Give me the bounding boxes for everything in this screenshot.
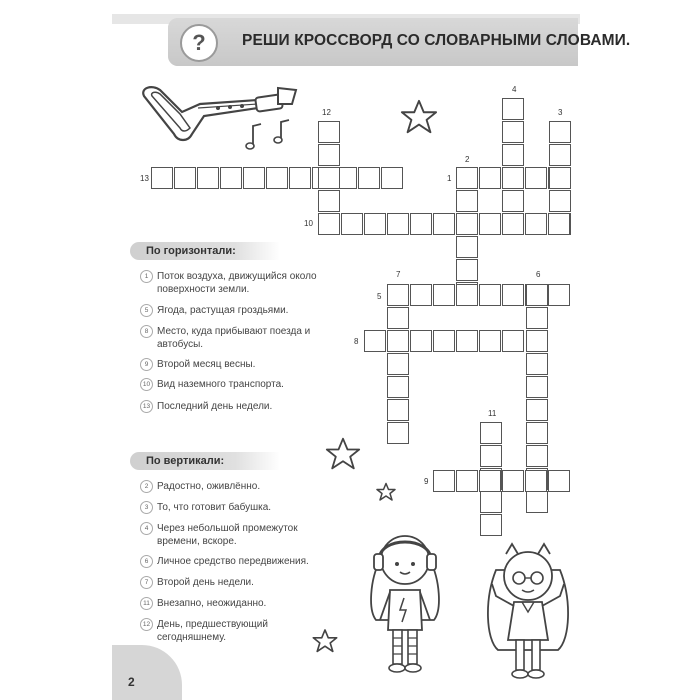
crossword-cell[interactable] — [318, 213, 340, 235]
clue-number: 6 — [536, 270, 541, 279]
music-notes-icon — [245, 118, 295, 154]
crossword-cell[interactable] — [456, 330, 478, 352]
clue-number: 10 — [304, 219, 313, 228]
crossword-cell[interactable] — [479, 470, 501, 492]
crossword-cell[interactable] — [479, 284, 501, 306]
clue-number: 13 — [140, 174, 149, 183]
crossword-cell[interactable] — [502, 190, 524, 212]
crossword-cell[interactable] — [526, 353, 548, 375]
crossword-cell[interactable] — [548, 284, 570, 306]
crossword-cell[interactable] — [243, 167, 265, 189]
crossword-cell[interactable] — [151, 167, 173, 189]
crossword-cell[interactable] — [174, 167, 196, 189]
crossword-cell[interactable] — [387, 307, 409, 329]
crossword-cell[interactable] — [526, 330, 548, 352]
crossword-cell[interactable] — [502, 121, 524, 143]
crossword-cell[interactable] — [318, 167, 340, 189]
crossword-cell[interactable] — [318, 144, 340, 166]
crossword-cell[interactable] — [526, 445, 548, 467]
crossword-cell[interactable] — [410, 330, 432, 352]
star-icon — [376, 482, 396, 502]
crossword-cell[interactable] — [456, 470, 478, 492]
page-number: 2 — [128, 675, 135, 689]
crossword-cell[interactable] — [387, 213, 409, 235]
crossword-cell[interactable] — [197, 167, 219, 189]
clue-number: 3 — [558, 108, 563, 117]
star-icon — [325, 436, 361, 472]
crossword-cell[interactable] — [479, 213, 501, 235]
page-title: РЕШИ КРОССВОРД СО СЛОВАРНЫМИ СЛОВАМИ. — [242, 32, 631, 49]
star-icon — [400, 98, 438, 136]
crossword-cell[interactable] — [480, 514, 502, 536]
crossword-cell[interactable] — [318, 190, 340, 212]
crossword-cell[interactable] — [364, 213, 386, 235]
crossword-cell[interactable] — [525, 167, 547, 189]
crossword-cell[interactable] — [381, 167, 403, 189]
crossword-cell[interactable] — [341, 213, 363, 235]
crossword-cell[interactable] — [387, 399, 409, 421]
girl-with-glasses — [478, 540, 578, 685]
crossword-cell[interactable] — [387, 353, 409, 375]
crossword-cell[interactable] — [502, 213, 524, 235]
crossword-cell[interactable] — [433, 284, 455, 306]
crossword-cell[interactable] — [266, 167, 288, 189]
clue-number: 9 — [424, 477, 429, 486]
down-heading: По вертикали: — [130, 452, 280, 470]
crossword-cell[interactable] — [548, 213, 570, 235]
crossword-cell[interactable] — [456, 190, 478, 212]
crossword-cell[interactable] — [526, 399, 548, 421]
clue-number: 2 — [465, 155, 470, 164]
crossword-cell[interactable] — [387, 376, 409, 398]
crossword-cell[interactable] — [549, 144, 571, 166]
crossword-cell[interactable] — [502, 284, 524, 306]
clue-number: 7 — [396, 270, 401, 279]
crossword-cell[interactable] — [410, 213, 432, 235]
crossword-cell[interactable] — [480, 445, 502, 467]
crossword-cell[interactable] — [549, 121, 571, 143]
clue-number: 8 — [354, 337, 359, 346]
crossword-cell[interactable] — [548, 470, 570, 492]
crossword-cell[interactable] — [364, 330, 386, 352]
crossword-cell[interactable] — [480, 422, 502, 444]
crossword-cell[interactable] — [502, 98, 524, 120]
crossword-cell[interactable] — [456, 213, 478, 235]
crossword-cell[interactable] — [358, 167, 380, 189]
clue-number: 12 — [322, 108, 331, 117]
clue-item: 1 Поток воздуха, движущийся около поверхности земли. — [140, 270, 330, 298]
crossword-cell[interactable] — [456, 236, 478, 258]
crossword-cell[interactable] — [387, 330, 409, 352]
crossword-cell[interactable] — [433, 470, 455, 492]
crossword-cell[interactable] — [526, 376, 548, 398]
crossword-cell[interactable] — [318, 121, 340, 143]
crossword-cell[interactable] — [220, 167, 242, 189]
crossword-cell[interactable] — [433, 330, 455, 352]
crossword-cell[interactable] — [526, 284, 548, 306]
crossword-cell[interactable] — [549, 190, 571, 212]
crossword-cell[interactable] — [525, 213, 547, 235]
crossword-cell[interactable] — [526, 422, 548, 444]
clue-number: 11 — [488, 409, 497, 418]
crossword-cell[interactable] — [502, 330, 524, 352]
crossword-cell[interactable] — [549, 167, 571, 189]
crossword-cell[interactable] — [456, 284, 478, 306]
across-heading: По горизонтали: — [130, 242, 280, 260]
crossword-cell[interactable] — [502, 144, 524, 166]
crossword-cell[interactable] — [289, 167, 311, 189]
crossword-cell[interactable] — [502, 470, 524, 492]
clue-number: 1 — [447, 174, 452, 183]
crossword-cell[interactable] — [433, 213, 455, 235]
clue-number: 5 — [377, 292, 382, 301]
crossword-cell[interactable] — [387, 284, 409, 306]
crossword-cell[interactable] — [480, 491, 502, 513]
crossword-cell[interactable] — [387, 422, 409, 444]
crossword-cell[interactable] — [456, 259, 478, 281]
question-mark-icon: ? — [180, 24, 218, 62]
clue-number: 4 — [512, 85, 517, 94]
girl-with-headphones — [360, 520, 450, 680]
crossword-cell[interactable] — [525, 470, 547, 492]
crossword-cell[interactable] — [456, 167, 478, 189]
crossword-cell[interactable] — [502, 167, 524, 189]
crossword-cell[interactable] — [410, 284, 432, 306]
crossword-cell[interactable] — [479, 330, 501, 352]
crossword-cell[interactable] — [526, 307, 548, 329]
crossword-cell[interactable] — [526, 491, 548, 513]
crossword-cell[interactable] — [479, 167, 501, 189]
